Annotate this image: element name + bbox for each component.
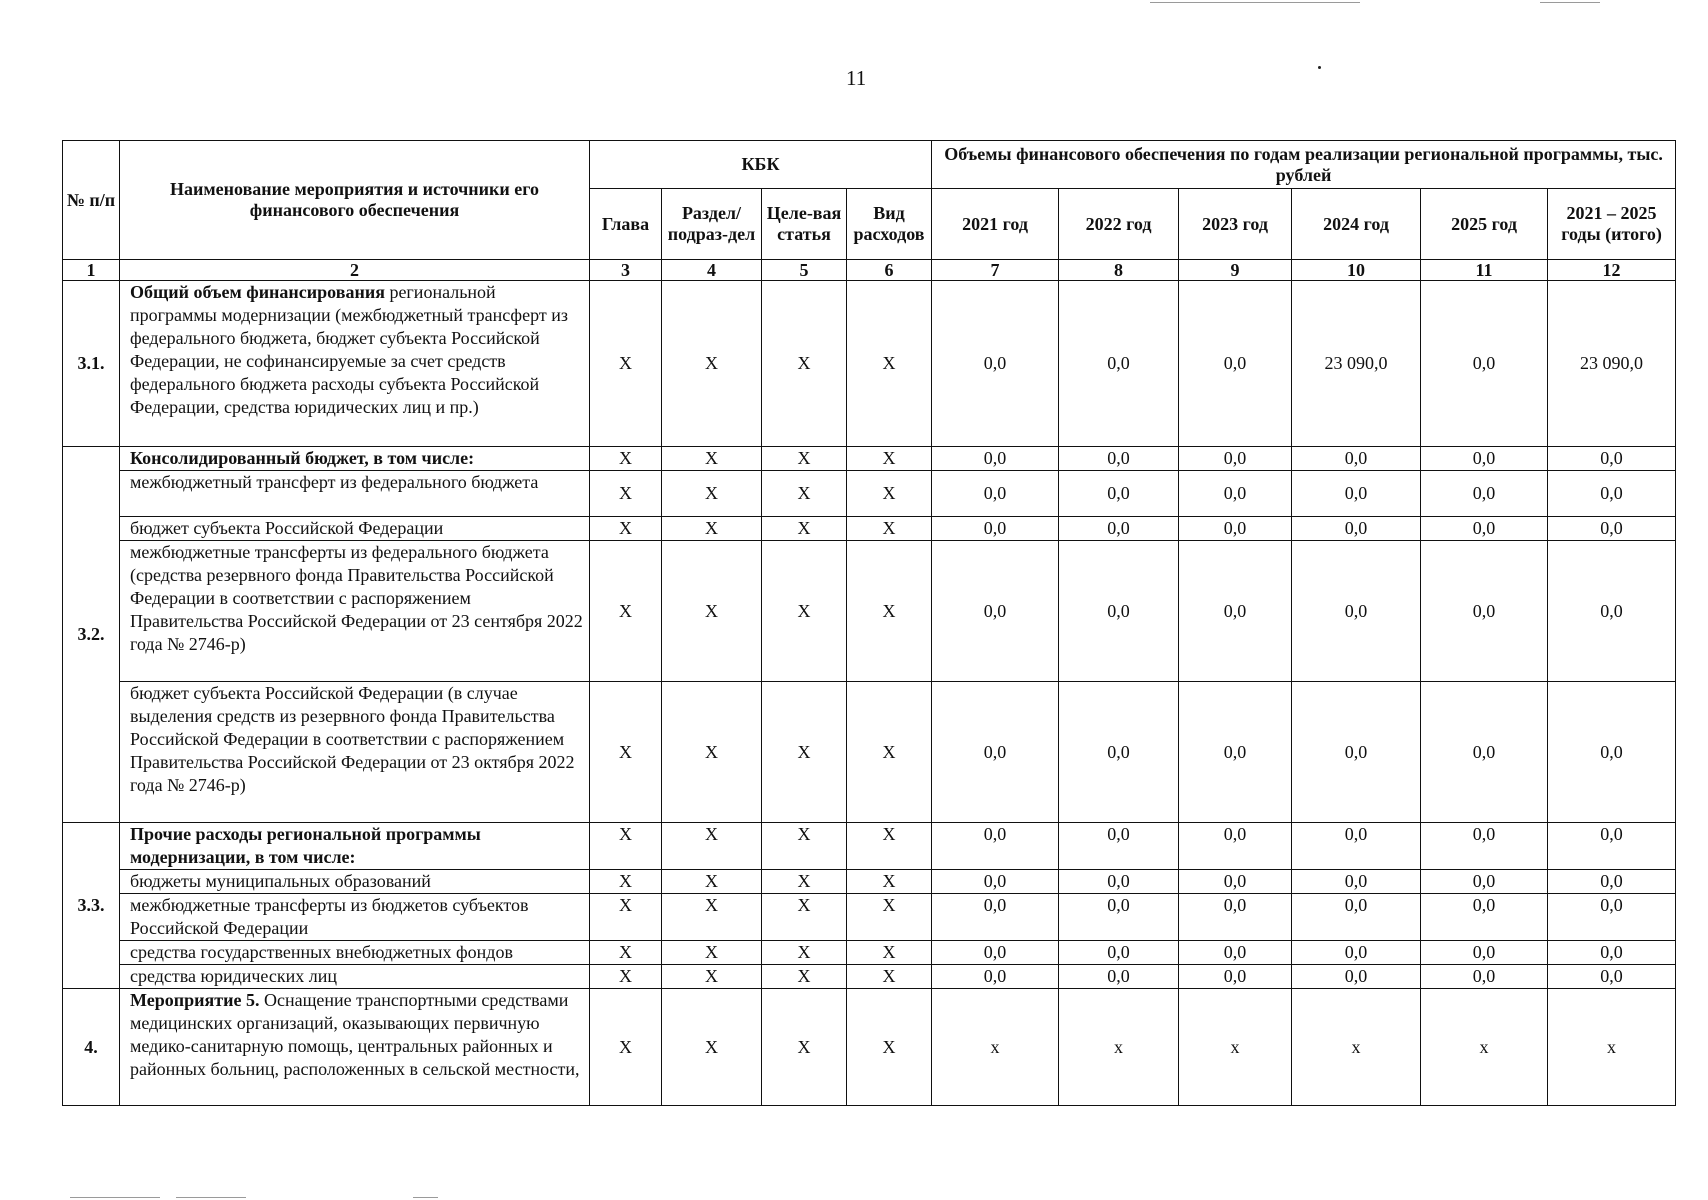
amount-cell: 0,0 (1179, 870, 1292, 894)
amount-cell: 0,0 (932, 471, 1059, 517)
amount-cell: 0,0 (1421, 541, 1548, 682)
amount-cell: 0,0 (932, 965, 1059, 989)
amount-cell: 0,0 (1548, 870, 1676, 894)
column-index: 10 (1292, 260, 1421, 281)
amount-cell: 0,0 (1179, 823, 1292, 870)
kbk-cell: Х (847, 965, 932, 989)
kbk-cell: Х (847, 471, 932, 517)
amount-cell: 0,0 (1059, 823, 1179, 870)
amount-cell: 0,0 (1059, 541, 1179, 682)
column-index: 11 (1421, 260, 1548, 281)
kbk-cell: Х (662, 989, 762, 1106)
kbk-cell: Х (762, 965, 847, 989)
amount-cell: 0,0 (1548, 894, 1676, 941)
row-number: 3.1. (63, 281, 120, 447)
amount-cell: 0,0 (1292, 517, 1421, 541)
activity-name-bold: Мероприятие 5. (130, 990, 260, 1010)
amount-cell: 0,0 (1421, 965, 1548, 989)
amount-cell: 23 090,0 (1548, 281, 1676, 447)
kbk-cell: Х (590, 894, 662, 941)
amount-cell: 0,0 (1179, 471, 1292, 517)
kbk-cell: Х (590, 517, 662, 541)
amount-cell: 0,0 (1059, 870, 1179, 894)
column-index: 6 (847, 260, 932, 281)
amount-cell: 0,0 (932, 823, 1059, 870)
amount-cell: 0,0 (1059, 517, 1179, 541)
table-row (63, 471, 1676, 517)
amount-cell: 0,0 (1548, 541, 1676, 682)
activity-name (120, 682, 590, 823)
column-index: 5 (762, 260, 847, 281)
header-volumes: Объемы финансового обеспечения по годам реализации региональной программы, тыс. рублей (932, 141, 1676, 189)
activity-name (120, 894, 590, 941)
header-year-2023: 2023 год (1179, 189, 1292, 260)
activity-name (120, 447, 590, 471)
amount-cell: х (1548, 989, 1676, 1106)
kbk-cell: Х (847, 823, 932, 870)
scan-artifact-top-right (1540, 2, 1600, 3)
kbk-cell: Х (590, 870, 662, 894)
amount-cell: 0,0 (1292, 471, 1421, 517)
header-kbk-razdel: Раздел/ подраз-дел (662, 189, 762, 260)
column-index: 2 (120, 260, 590, 281)
activity-name-text: бюджет субъекта Российской Федерации (130, 518, 444, 538)
amount-cell: 0,0 (932, 517, 1059, 541)
amount-cell: 0,0 (1421, 281, 1548, 447)
kbk-cell: Х (662, 471, 762, 517)
kbk-cell: Х (762, 894, 847, 941)
table-row (63, 823, 1676, 870)
kbk-cell: Х (762, 682, 847, 823)
amount-cell: 0,0 (1421, 447, 1548, 471)
row-number: 3.3. (63, 823, 120, 989)
page-number: 11 (846, 66, 867, 90)
scan-artifact-bottom-mid (176, 1197, 246, 1198)
amount-cell: 0,0 (1421, 682, 1548, 823)
kbk-cell: Х (590, 989, 662, 1106)
table-row (63, 447, 1676, 471)
kbk-cell: Х (762, 989, 847, 1106)
header-year-2021: 2021 год (932, 189, 1059, 260)
amount-cell: х (1179, 989, 1292, 1106)
activity-name (120, 281, 590, 447)
amount-cell: 0,0 (1548, 517, 1676, 541)
activity-name (120, 471, 590, 517)
column-index: 12 (1548, 260, 1676, 281)
amount-cell: 0,0 (1059, 941, 1179, 965)
amount-cell: 0,0 (1059, 682, 1179, 823)
header-kbk: КБК (590, 141, 932, 189)
kbk-cell: Х (847, 541, 932, 682)
kbk-cell: Х (762, 870, 847, 894)
amount-cell: 0,0 (932, 682, 1059, 823)
column-index: 4 (662, 260, 762, 281)
kbk-cell: Х (590, 941, 662, 965)
kbk-cell: Х (847, 682, 932, 823)
kbk-cell: Х (762, 541, 847, 682)
activity-name-text: бюджеты муниципальных образований (130, 871, 431, 891)
kbk-cell: Х (590, 281, 662, 447)
activity-name (120, 870, 590, 894)
amount-cell: 0,0 (1548, 965, 1676, 989)
amount-cell: 0,0 (1292, 447, 1421, 471)
header-year-2024: 2024 год (1292, 189, 1421, 260)
amount-cell: 0,0 (1059, 281, 1179, 447)
amount-cell: 0,0 (1292, 823, 1421, 870)
activity-name-text: региональной программы модернизации (межбюджетный трансферт из федерального бюджета, бюджет субъекта Российской Федерации, не софинансируемые за счет средств федерального бюджета расходы субъекта Российской Федерации, средства юридических лиц и пр.) (130, 282, 568, 417)
amount-cell: 0,0 (932, 894, 1059, 941)
kbk-cell: Х (762, 281, 847, 447)
kbk-cell: Х (662, 870, 762, 894)
column-index: 8 (1059, 260, 1179, 281)
activity-name (120, 941, 590, 965)
kbk-cell: Х (762, 471, 847, 517)
activity-name (120, 517, 590, 541)
activity-name-bold: Общий объем финансирования (130, 282, 385, 302)
amount-cell: 0,0 (932, 281, 1059, 447)
header-kbk-glava: Глава (590, 189, 662, 260)
amount-cell: 0,0 (1059, 447, 1179, 471)
kbk-cell: Х (590, 965, 662, 989)
scan-dot (1318, 66, 1321, 69)
kbk-cell: Х (590, 541, 662, 682)
activity-name-text: межбюджетный трансферт из федерального бюджета (130, 472, 539, 492)
header-year-total: 2021 – 2025 годы (итого) (1548, 189, 1676, 260)
kbk-cell: Х (662, 541, 762, 682)
header-year-2022: 2022 год (1059, 189, 1179, 260)
amount-cell: 0,0 (1179, 281, 1292, 447)
header-name: Наименование мероприятия и источники его финансового обеспечения (120, 141, 590, 260)
activity-name-text: Оснащение транспортными средствами медицинских организаций, оказывающих первичную медико-санитарную помощь, центральных районных и районных больниц, расположенных в сельской местности, (130, 990, 580, 1079)
amount-cell: 0,0 (1421, 517, 1548, 541)
column-index-row (63, 260, 1676, 281)
amount-cell: 0,0 (1292, 941, 1421, 965)
amount-cell: 0,0 (1421, 894, 1548, 941)
amount-cell: 23 090,0 (1292, 281, 1421, 447)
amount-cell: 0,0 (932, 447, 1059, 471)
activity-name-text: средства государственных внебюджетных фондов (130, 942, 513, 962)
scan-artifact-top (1150, 2, 1360, 3)
amount-cell: 0,0 (932, 941, 1059, 965)
amount-cell: 0,0 (1548, 682, 1676, 823)
column-index: 3 (590, 260, 662, 281)
column-index: 9 (1179, 260, 1292, 281)
scan-artifact-bottom-right (413, 1197, 438, 1198)
amount-cell: 0,0 (1179, 447, 1292, 471)
kbk-cell: Х (590, 682, 662, 823)
amount-cell: 0,0 (1179, 541, 1292, 682)
activity-name-bold: Прочие расходы региональной программы модернизации, в том числе: (130, 824, 481, 867)
kbk-cell: Х (762, 517, 847, 541)
amount-cell: 0,0 (1059, 471, 1179, 517)
kbk-cell: Х (662, 965, 762, 989)
financing-table (62, 140, 1676, 1106)
kbk-cell: Х (847, 447, 932, 471)
amount-cell: 0,0 (1059, 965, 1179, 989)
table-row (63, 870, 1676, 894)
activity-name (120, 541, 590, 682)
amount-cell: 0,0 (1548, 823, 1676, 870)
scan-artifact-bottom-left (70, 1197, 160, 1198)
amount-cell: 0,0 (1421, 471, 1548, 517)
activity-name (120, 989, 590, 1106)
amount-cell: 0,0 (1179, 965, 1292, 989)
kbk-cell: Х (590, 471, 662, 517)
kbk-cell: Х (847, 281, 932, 447)
activity-name-text: бюджет субъекта Российской Федерации (в случае выделения средств из резервного фонда Правительства Российской Федерации в соответствии с распоряжением Правительства Российской Федерации от 23 октября 2022 года № 2746-р) (130, 683, 575, 795)
amount-cell: х (932, 989, 1059, 1106)
kbk-cell: Х (847, 517, 932, 541)
amount-cell: 0,0 (1292, 965, 1421, 989)
activity-name (120, 823, 590, 870)
amount-cell: 0,0 (1292, 870, 1421, 894)
header-row-1 (63, 141, 1676, 189)
amount-cell: 0,0 (1179, 894, 1292, 941)
kbk-cell: Х (847, 894, 932, 941)
kbk-cell: Х (590, 823, 662, 870)
row-number: 4. (63, 989, 120, 1106)
amount-cell: 0,0 (1179, 517, 1292, 541)
kbk-cell: Х (847, 989, 932, 1106)
amount-cell: 0,0 (932, 870, 1059, 894)
amount-cell: 0,0 (1548, 471, 1676, 517)
column-index: 7 (932, 260, 1059, 281)
amount-cell: 0,0 (1179, 682, 1292, 823)
activity-name-text: межбюджетные трансферты из бюджетов субъектов Российской Федерации (130, 895, 529, 938)
kbk-cell: Х (662, 823, 762, 870)
table-row (63, 541, 1676, 682)
kbk-cell: Х (590, 447, 662, 471)
amount-cell: х (1292, 989, 1421, 1106)
kbk-cell: Х (762, 941, 847, 965)
kbk-cell: Х (662, 682, 762, 823)
amount-cell: 0,0 (1059, 894, 1179, 941)
kbk-cell: Х (662, 894, 762, 941)
activity-name-text: межбюджетные трансферты из федерального бюджета (средства резервного фонда Правительства Российской Федерации в соответствии с распоряжением Правительства Российской Федерации от 23 сентября 2022 года № 2746-р) (130, 542, 583, 654)
kbk-cell: Х (662, 281, 762, 447)
activity-name-bold: Консолидированный бюджет, в том числе: (130, 448, 475, 468)
kbk-cell: Х (847, 941, 932, 965)
kbk-cell: Х (662, 447, 762, 471)
column-index: 1 (63, 260, 120, 281)
table-row (63, 517, 1676, 541)
amount-cell: 0,0 (1292, 541, 1421, 682)
amount-cell: 0,0 (932, 541, 1059, 682)
amount-cell: 0,0 (1421, 941, 1548, 965)
header-num: № п/п (63, 141, 120, 260)
amount-cell: 0,0 (1421, 823, 1548, 870)
activity-name-text: средства юридических лиц (130, 966, 337, 986)
amount-cell: х (1059, 989, 1179, 1106)
row-number: 3.2. (63, 447, 120, 823)
amount-cell: 0,0 (1292, 682, 1421, 823)
header-kbk-vid: Вид расходов (847, 189, 932, 260)
table-row (63, 965, 1676, 989)
table-row (63, 989, 1676, 1106)
table-row (63, 894, 1676, 941)
header-year-2025: 2025 год (1421, 189, 1548, 260)
kbk-cell: Х (662, 517, 762, 541)
amount-cell: 0,0 (1179, 941, 1292, 965)
kbk-cell: Х (662, 941, 762, 965)
amount-cell: 0,0 (1548, 447, 1676, 471)
kbk-cell: Х (762, 447, 847, 471)
kbk-cell: Х (847, 870, 932, 894)
table-row (63, 941, 1676, 965)
table-row (63, 682, 1676, 823)
amount-cell: 0,0 (1548, 941, 1676, 965)
activity-name (120, 965, 590, 989)
table-row (63, 281, 1676, 447)
amount-cell: 0,0 (1292, 894, 1421, 941)
amount-cell: 0,0 (1421, 870, 1548, 894)
amount-cell: х (1421, 989, 1548, 1106)
header-kbk-statya: Целе-вая статья (762, 189, 847, 260)
kbk-cell: Х (762, 823, 847, 870)
